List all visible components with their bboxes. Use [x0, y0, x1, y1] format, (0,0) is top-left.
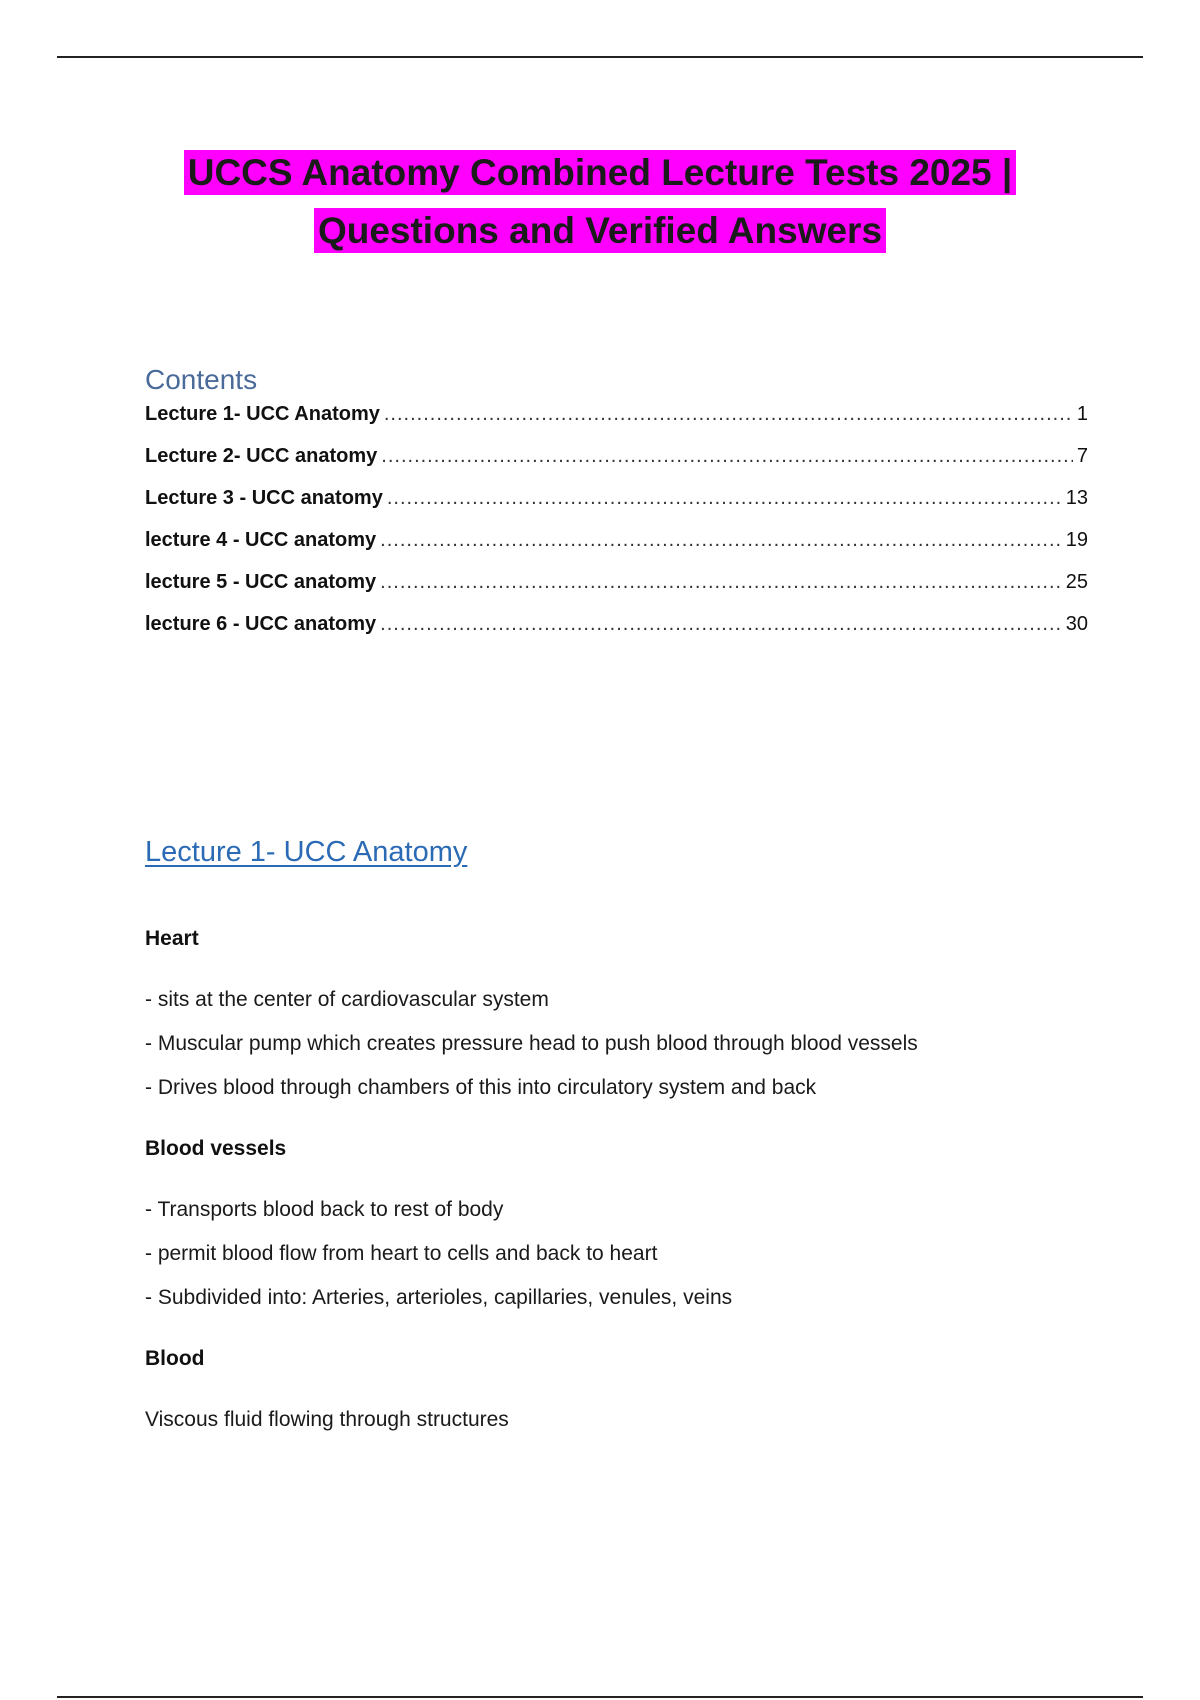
toc-entry[interactable]: [145, 529, 1088, 571]
toc-entry-page: 19: [1065, 529, 1088, 551]
topic-blood-vessels-lines: [145, 1195, 1045, 1313]
title-line-1: UCCS Anatomy Combined Lecture Tests 2025 |: [184, 150, 1017, 195]
toc-dot-leader: [380, 613, 1062, 636]
topic-line: - sits at the center of cardiovascular system: [145, 988, 549, 1011]
toc-entry[interactable]: [145, 571, 1088, 613]
toc-entry[interactable]: [145, 487, 1088, 529]
toc-entry-page: 25: [1065, 571, 1088, 593]
document-title: [100, 144, 1100, 260]
toc-dot-leader: [380, 571, 1062, 594]
topic-line: - permit blood flow from heart to cells and back to heart: [145, 1242, 658, 1265]
footer-rule: [57, 1696, 1143, 1698]
toc-entry-label: Lecture 3 - UCC anatomy: [145, 487, 383, 509]
toc-dot-leader: [384, 403, 1073, 426]
topic-heading: Heart: [145, 927, 199, 950]
toc-entry-label: lecture 6 - UCC anatomy: [145, 613, 377, 635]
topic-blood-vessels: [145, 1134, 1045, 1164]
toc-entry[interactable]: [145, 613, 1088, 655]
toc-entry-label: Lecture 2- UCC anatomy: [145, 445, 378, 467]
topic-line: - Subdivided into: Arteries, arterioles, capillaries, venules, veins: [145, 1286, 733, 1309]
toc-entry[interactable]: [145, 445, 1088, 487]
toc-dot-leader: [387, 487, 1062, 510]
topic-line: - Muscular pump which creates pressure head to push blood through blood vessels: [145, 1032, 918, 1055]
table-of-contents: [145, 403, 1088, 655]
toc-dot-leader: [381, 445, 1073, 468]
toc-entry-label: Lecture 1- UCC Anatomy: [145, 403, 380, 425]
toc-entry-page: 1: [1076, 403, 1088, 425]
contents-heading: Contents: [145, 364, 258, 395]
toc-entry[interactable]: [145, 403, 1088, 445]
topic-line: - Transports blood back to rest of body: [145, 1198, 504, 1221]
header-rule: [57, 56, 1143, 58]
toc-dot-leader: [380, 529, 1062, 552]
toc-entry-page: 7: [1076, 445, 1088, 467]
topic-heading: Blood: [145, 1347, 205, 1370]
topic-blood-lines: [145, 1405, 1045, 1435]
section-heading-lecture-1[interactable]: Lecture 1- UCC Anatomy: [145, 836, 468, 868]
toc-entry-page: 30: [1065, 613, 1088, 635]
topic-heart: [145, 924, 1045, 954]
title-line-2: Questions and Verified Answers: [314, 208, 886, 253]
topic-line: Viscous fluid flowing through structures: [145, 1408, 509, 1431]
topic-blood: [145, 1344, 1045, 1374]
toc-entry-label: lecture 5 - UCC anatomy: [145, 571, 377, 593]
topic-line: - Drives blood through chambers of this into circulatory system and back: [145, 1076, 817, 1099]
toc-entry-page: 13: [1065, 487, 1088, 509]
toc-entry-label: lecture 4 - UCC anatomy: [145, 529, 377, 551]
topic-heading: Blood vessels: [145, 1137, 287, 1160]
topic-heart-lines: [145, 985, 1045, 1103]
